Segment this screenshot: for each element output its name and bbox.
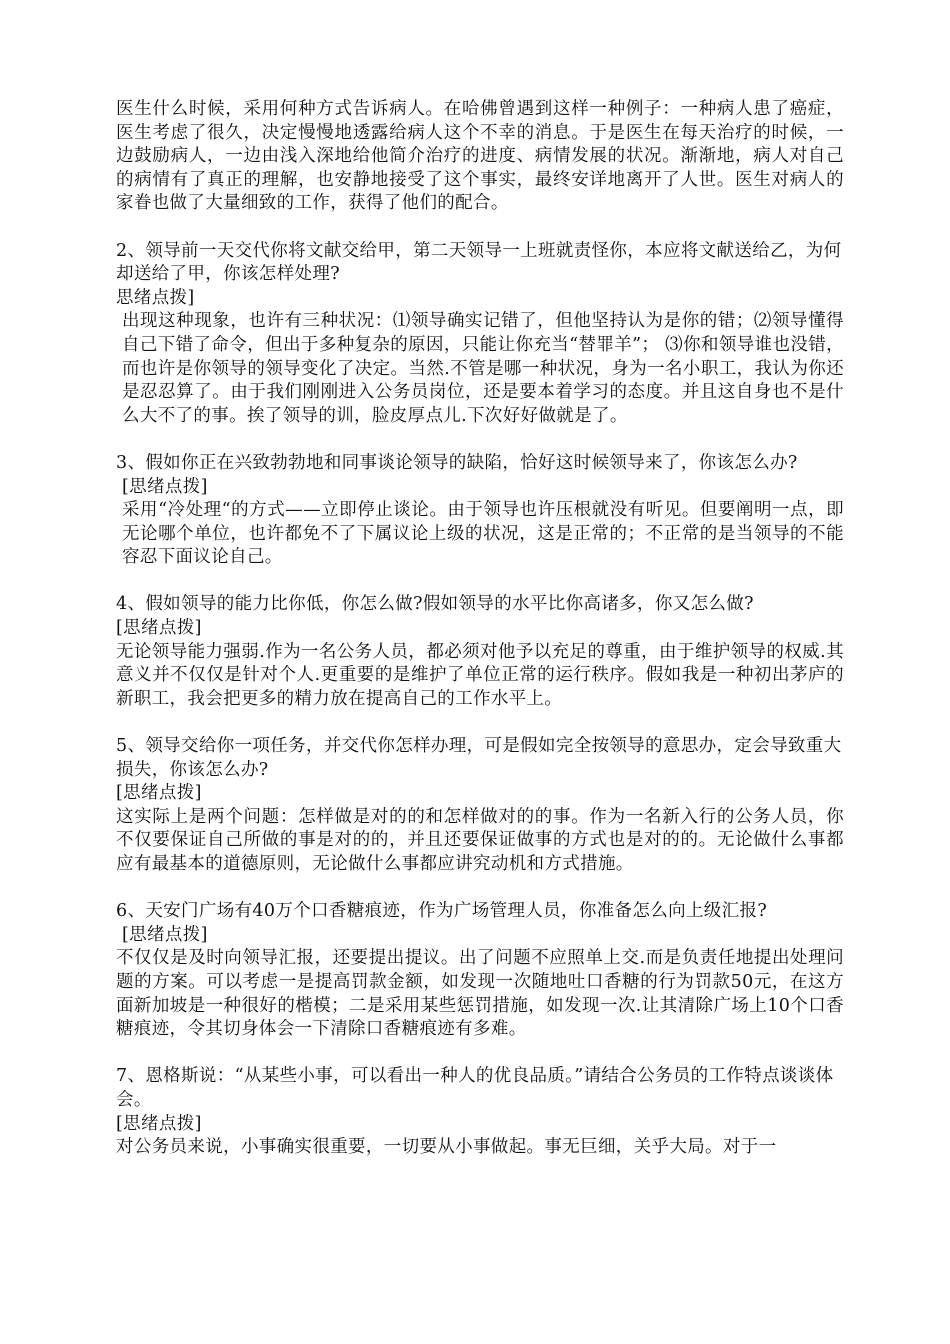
spacer (116, 711, 844, 735)
answer-6: 不仅仅是及时向领导汇报，还要提出提议。出了问题不应照单上交.而是负责任地提出处理问题的方案。可以考虑一是提高罚款金额，如发现一次随地吐口香糖的行为罚款50元，在这方面新加坡是一种很好的楷模；二是采用某些惩罚措施，如发现一次.让其清除广场上10个口香糖痕迹，令其切身体会一下清除口香糖痕迹有多难。 (116, 948, 844, 1040)
question-5: 5、领导交给你一项任务，并交代你怎样办理，可是假如完全按领导的意思办，定会导致重大损失，你该怎么办? (116, 736, 842, 780)
hint-label-7: [思绪点拨] (116, 1113, 202, 1134)
answer-5: 这实际上是两个问题：怎样做是对的的和怎样做对的的事。作为一名新入行的公务人员，你不仅要保证自己所做的事是对的的，并且还要保证做事的方式也是对的的。无论做什么事都应有最基本的道德原则，无论做什么事都应讲究动机和方式措施。 (116, 806, 844, 874)
hint-label-5: [思绪点拨] (116, 783, 202, 804)
question-6: 6、天安门广场有40万个口香糖痕迹，作为广场管理人员，你准备怎么向上级汇报? (116, 901, 768, 922)
question-3: 3、假如你正在兴致勃勃地和同事谈论领导的缺陷，恰好这时候领导来了，你该怎么办? (116, 452, 798, 473)
intro-paragraph: 医生什么时候，采用何种方式告诉病人。在哈佛曾遇到这样一种例子：一种病人患了癌症，医生考虑了很久，决定慢慢地透露给病人这个不幸的消息。于是医生在每天治疗的时候，一边鼓励病人，一边由浅入深地给他简介治疗的进度、病情发展的状况。渐渐地，病人对自己的病情有了真正的理解，也安静地接受了这个事实，最终安详地离开了人世。医生对病人的家眷也做了大量细致的工作，获得了他们的配合。 (116, 99, 844, 214)
answer-2: 出现这种现象，也许有三种状况：⑴领导确实记错了，但他坚持认为是你的错；⑵领导懂得自己下错了命令，但出于多种复杂的原因，只能让你充当“替罪羊”； ⑶你和领导谁也没错，而也许是你领导的领导变化了决定。当然.不管是哪一种状况，身为一名小职工，我认为你还是忍忍算了。由于我们刚刚进入公务员岗位，还是要本着学习的态度。并且这自身也不是什么大不了的事。挨了领导的训，脸皮厚点儿.下次好好做就是了。 (122, 311, 844, 426)
answer-4: 无论领导能力强弱.作为一名公务人员，都必须对他予以充足的尊重，由于维护领导的权威.其意义并不仅仅是针对个人.更重要的是维护了单位正常的运行秩序。假如我是一种初出茅庐的新职工，我会把更多的精力放在提高自己的工作水平上。 (116, 641, 844, 709)
spacer (116, 877, 844, 901)
answer-7: 对公务员来说，小事确实很重要，一切要从小事做起。事无巨细，关乎大局。对于一 (116, 1137, 777, 1158)
hint-label-4: [思绪点拨] (116, 618, 202, 639)
spacer (116, 1042, 844, 1066)
document-page (116, 98, 844, 1160)
question-7: 7、恩格斯说：“从某些小事，可以看出一种人的优良品质。”请结合公务员的工作特点谈谈体会。 (116, 1066, 834, 1110)
hint-label-3: [思绪点拨] (122, 476, 208, 497)
hint-label-2: 思绪点拨] (116, 287, 195, 308)
hint-label-6: [思绪点拨] (122, 924, 208, 945)
spacer (116, 428, 844, 452)
spacer (116, 570, 844, 594)
question-4: 4、假如领导的能力比你低，你怎么做?假如领导的水平比你高诸多，你又怎么做? (116, 594, 754, 615)
answer-3: 采用“冷处理“的方式——立即停止谈论。由于领导也许压根就没有听见。但要阐明一点，即无论哪个单位，也许都免不了下属议论上级的状况，这是正常的；不正常的是当领导的不能容忍下面议论自己。 (122, 500, 844, 568)
spacer (116, 216, 844, 240)
question-2: 2、领导前一天交代你将文献交给甲，第二天领导一上班就责怪你，本应将文献送给乙，为何却送给了甲，你该怎样处理? (116, 240, 842, 285)
